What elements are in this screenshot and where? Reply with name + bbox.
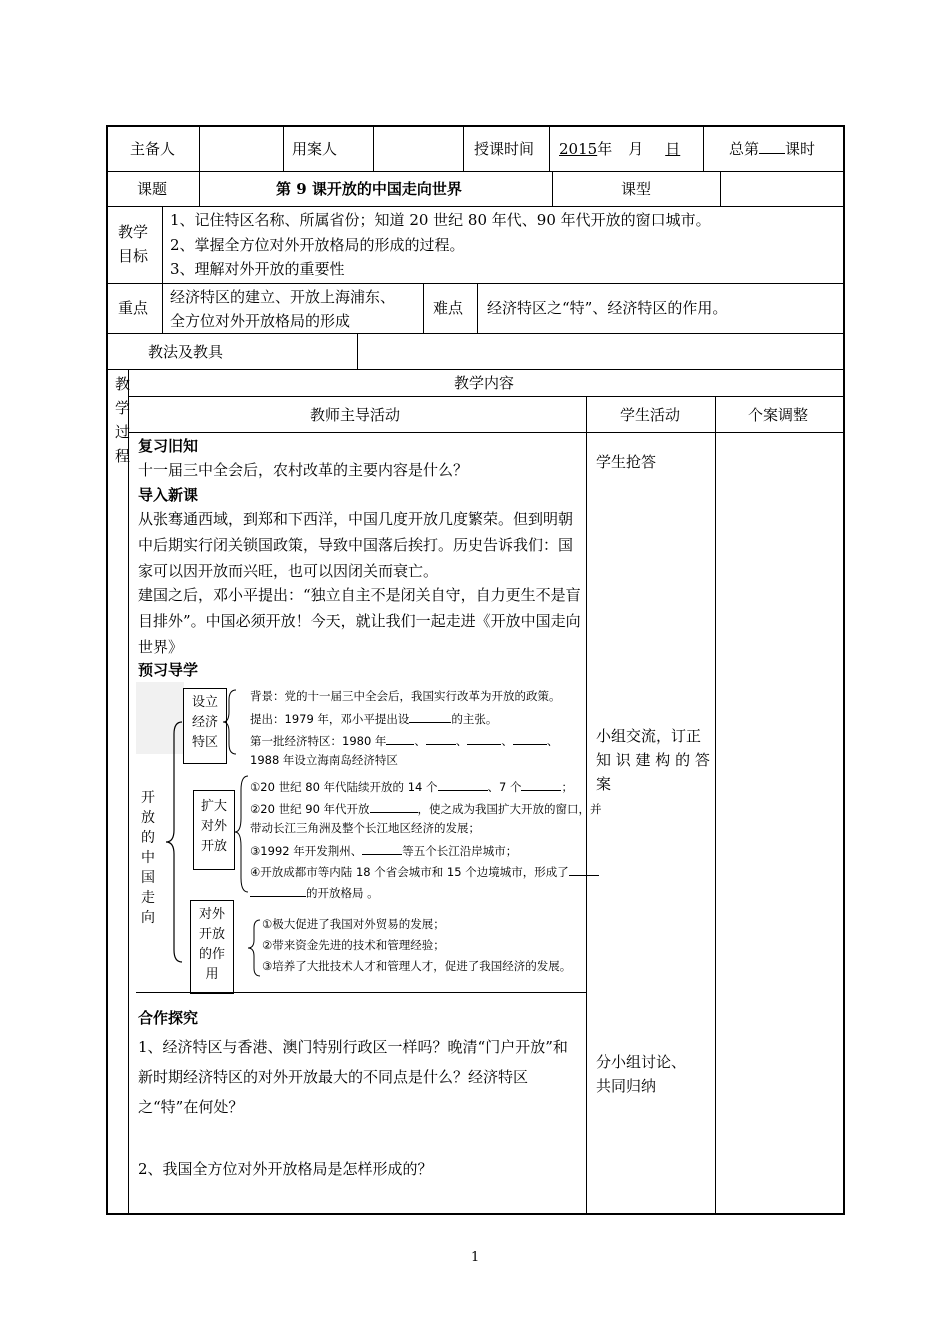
- user-label: 用案人: [292, 140, 338, 158]
- b1-line-2-b: 的主张。: [451, 712, 498, 726]
- key-line-2: 全方位对外开放格局的形成: [170, 312, 351, 330]
- b2-line-6: [250, 884, 379, 901]
- root-char-4: 中: [141, 850, 155, 866]
- b2-line-3: 带动长江三角洲及整个长江地区经济的发展；: [250, 821, 480, 835]
- b2-line-4: [250, 842, 517, 859]
- process-side-1: 教: [115, 375, 131, 393]
- methods-input[interactable]: [359, 335, 841, 367]
- student-activity-3a: 分小组讨论、: [596, 1053, 687, 1071]
- goal-item-3: 3、理解对外开放的重要性: [170, 260, 345, 278]
- b2-blank-4[interactable]: [362, 842, 402, 855]
- coop-title: 合作探究: [138, 1009, 199, 1027]
- intro-paragraph-2: 建国之后，邓小平提出：“独立自主不是闭关自守，自力更生不是盲目排外”。中国必须开放！今天，就让我们一起走进《开放中国走向世界》: [138, 586, 581, 656]
- b2-blank-5[interactable]: [569, 863, 599, 876]
- root-char-6: 走: [141, 890, 155, 906]
- b1-label-2: 经济: [191, 715, 218, 730]
- col-student-header: 学生活动: [620, 406, 681, 424]
- b2-line-1-a: ①20 世纪 80 年代陆续开放的 14 个: [250, 780, 438, 794]
- col-teacher-header: 教师主导活动: [310, 406, 401, 424]
- b1-line-2: [250, 710, 497, 727]
- time-label: 授课时间: [474, 140, 535, 158]
- type-input[interactable]: [722, 173, 842, 205]
- b3-label-2: 开放: [198, 927, 225, 942]
- process-side-2: 学: [115, 399, 131, 417]
- topic-title: 第 9 课开放的中国走向世界: [276, 180, 462, 198]
- b3-label-4: 用: [205, 967, 219, 982]
- b2-blank-1[interactable]: [438, 778, 488, 791]
- lead-input[interactable]: [201, 127, 281, 169]
- student-activity-2c: 案: [596, 775, 612, 793]
- b1-blank-1[interactable]: [409, 710, 451, 723]
- b3-line-1: ①极大促进了我国对外贸易的发展；: [262, 917, 445, 931]
- total-suffix: 课时: [785, 140, 816, 158]
- date-month-unit: 月: [628, 140, 644, 158]
- intro-paragraph-1: 从张骞通西域，到郑和下西洋，中国几度开放几度繁荣。但到明朝中后期实行闭关锁国政策，导致中国落后挨打。历史告诉我们：国家可以因开放而兴旺，也可以因闭关而衰亡。: [138, 510, 574, 580]
- b2-line-5: [250, 863, 599, 880]
- key-label: 重点: [118, 299, 149, 317]
- mindmap-diagram: [136, 682, 602, 994]
- b1-line-1: 背景：党的十一届三中全会后，我国实行改革为开放的政策。: [250, 689, 561, 703]
- total-prefix: 总第: [729, 140, 760, 158]
- b1-line-3: 第一批经济特区：1980 年 、 、 、 、: [250, 734, 559, 748]
- process-side-3: 过: [115, 423, 131, 441]
- b2-line-4-b: 等五个长江沿岸城市；: [402, 844, 518, 858]
- b1-label-3: 特区: [191, 735, 218, 750]
- date-year: 2015: [559, 140, 598, 158]
- b2-blank-6[interactable]: [250, 884, 306, 897]
- total-lessons[interactable]: [729, 137, 815, 161]
- b2-label-3: 开放: [200, 839, 227, 854]
- branch-opening-role: [190, 900, 234, 994]
- student-activity-1: 学生抢答: [596, 453, 657, 471]
- content-header: 教学内容: [454, 374, 515, 392]
- lesson-date[interactable]: [559, 137, 680, 161]
- goals-label-2: 目标: [118, 247, 149, 265]
- b1-line-4: 1988 年设立海南岛经济特区: [250, 753, 398, 767]
- coop-question-2: 2、我国全方位对外开放格局是怎样形成的？: [138, 1160, 433, 1178]
- date-year-unit: 年: [597, 140, 613, 158]
- student-activity-2a: 小组交流，订正: [596, 727, 702, 745]
- root-char-5: 国: [141, 870, 155, 886]
- b1-line-2-a: 提出：1979 年，邓小平提出设: [250, 712, 410, 726]
- b3-label-3: 的作: [198, 947, 225, 962]
- b1-blank-5[interactable]: [513, 732, 547, 745]
- b3-line-3: ③培养了大批技术人才和管理人才，促进了我国经济的发展。: [262, 959, 572, 973]
- b3-line-2: ②带来资金先进的技术和管理经验；: [262, 938, 445, 952]
- date-day-unit: 日: [665, 140, 681, 158]
- b2-line-1-b: 、7 个: [487, 780, 522, 794]
- b2-label-2: 对外: [200, 819, 227, 834]
- preview-title: 预习导学: [138, 661, 199, 679]
- root-char-7: 向: [141, 910, 155, 926]
- student-activity-2b: 知 识 建 构 的 答: [596, 751, 710, 769]
- total-blank: [759, 141, 785, 154]
- b1-blank-3[interactable]: [426, 732, 456, 745]
- root-char-2: 放: [141, 810, 155, 826]
- student-activity-3b: 共同归纳: [596, 1077, 657, 1095]
- col-adjust-header: 个案调整: [748, 406, 809, 424]
- b2-line-6-a: 的开放格局 。: [306, 886, 379, 900]
- b1-blank-4[interactable]: [467, 732, 501, 745]
- b2-line-4-a: ③1992 年开发荆州、: [250, 844, 363, 858]
- goal-item-1: 1、记住特区名称、所属省份；知道 20 世纪 80 年代、90 年代开放的窗口城市。: [170, 211, 711, 229]
- b2-line-2: [250, 800, 602, 817]
- b1-blank-2[interactable]: [386, 732, 414, 745]
- root-char-1: 开: [141, 790, 155, 806]
- page-number: 1: [471, 1250, 480, 1265]
- process-side-4: 程: [115, 447, 131, 465]
- coop-question-1: 1、经济特区与香港、澳门特别行政区一样吗？晚清“门户开放”和新时期经济特区的对外开放最大的不同点是什么？经济特区之“特”在何处？: [138, 1038, 568, 1116]
- methods-label: 教法及教具: [148, 343, 224, 361]
- difficult-text: 经济特区之“特”、经济特区的作用。: [487, 299, 728, 317]
- topic-label: 课题: [137, 180, 168, 198]
- b1-line-3-a: 第一批经济特区：1980 年: [250, 734, 387, 748]
- review-title: 复习旧知: [138, 437, 199, 455]
- user-input[interactable]: [375, 127, 461, 169]
- branch-setup-sez: [183, 688, 227, 764]
- lead-label: 主备人: [130, 140, 176, 158]
- b2-line-1: ①20 世纪 80 年代陆续开放的 14 个 、7 个 ；: [250, 780, 573, 794]
- b2-blank-2[interactable]: [521, 778, 561, 791]
- goals-label-1: 教学: [118, 223, 149, 241]
- type-label: 课型: [621, 180, 652, 198]
- b2-line-2-b: ，使之成为我国扩大开放的窗口，并: [417, 802, 602, 816]
- b2-label-1: 扩大: [200, 799, 227, 814]
- b3-label-1: 对外: [198, 907, 225, 922]
- branch-expand-opening: [193, 790, 235, 870]
- goal-item-2: 2、掌握全方位对外开放格局的形成的过程。: [170, 236, 465, 254]
- b1-label-1: 设立: [191, 695, 218, 710]
- review-question: 十一届三中全会后，农村改革的主要内容是什么？: [138, 461, 469, 479]
- root-char-3: 的: [141, 830, 155, 846]
- b2-blank-3[interactable]: [370, 800, 418, 813]
- key-line-1: 经济特区的建立、开放上海浦东、: [170, 288, 396, 306]
- b2-line-2-a: ②20 世纪 90 年代开放: [250, 802, 370, 816]
- adjust-column-area[interactable]: [717, 434, 841, 1212]
- difficult-label: 难点: [433, 299, 464, 317]
- intro-title: 导入新课: [138, 486, 199, 504]
- b2-line-5-a: ④开放成都市等内陆 18 个省会城市和 15 个边境城市，形成了: [250, 865, 569, 879]
